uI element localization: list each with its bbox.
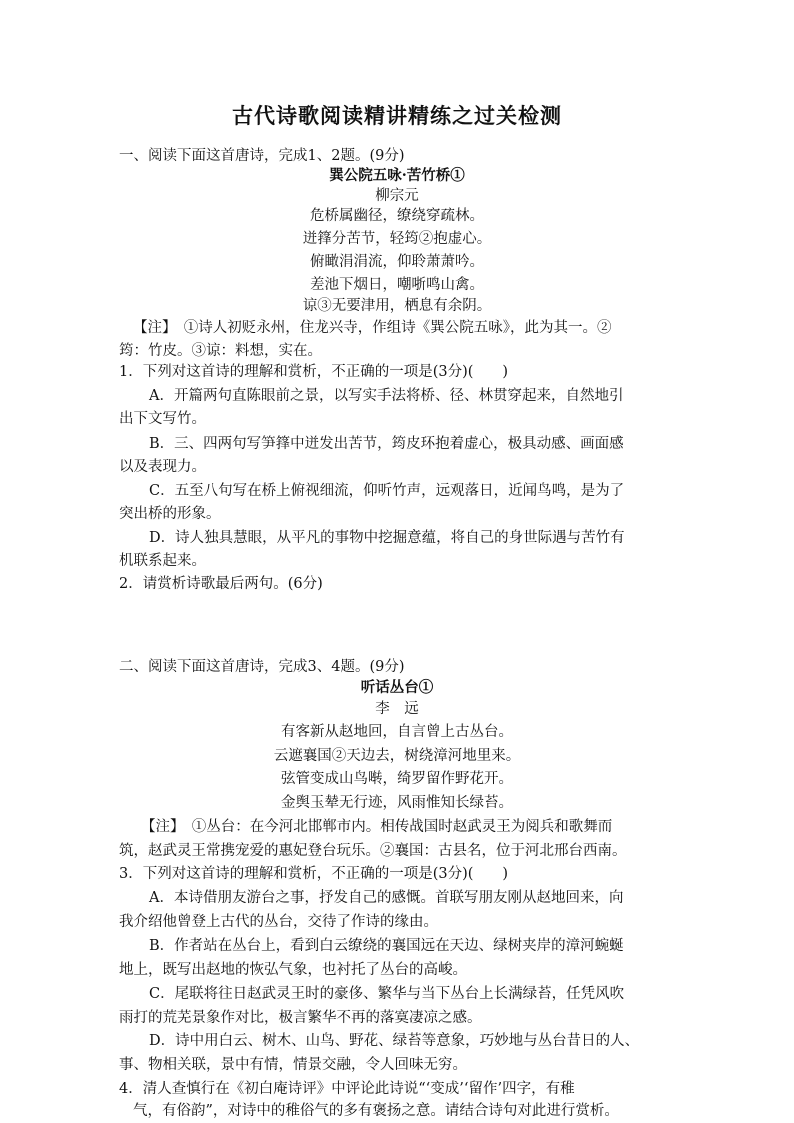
section1-poem-line: 危桥属幽径，缭绕穿疏林。	[310, 208, 484, 224]
section2-heading: 二、阅读下面这首唐诗，完成3、4题。(9分)	[119, 659, 405, 675]
question-3-option-a: A．本诗借朋友游台之事，抒发自己的感慨。首联写朋友刚从赵地回来，向	[149, 890, 624, 906]
question-1-option-a-cont: 出下文写竹。	[119, 411, 206, 427]
section1-poem-line: 迸箨分苦节，轻筠②抱虚心。	[302, 231, 492, 247]
question-4-cont: 气，有俗韵”，对诗中的稚俗气的多有褒扬之意。请结合诗句对此进行赏析。	[133, 1103, 619, 1119]
question-1-option-c: C．五至八句写在桥上俯视细流，仰听竹声，远观落日，近闻鸟鸣，是为了	[149, 483, 625, 499]
section1-heading: 一、阅读下面这首唐诗，完成1、2题。(9分)	[119, 148, 405, 164]
question-1-option-b: B．三、四两句写笋箨中迸发出苦节，筠皮环抱着虚心，极具动感、画面感	[149, 436, 624, 452]
section2-author: 李 远	[375, 701, 419, 717]
question-3-option-a-cont: 我介绍他曾登上古代的丛台，交待了作诗的缘由。	[119, 914, 438, 930]
question-1: 1．下列对这首诗的理解和赏析，不正确的一项是(3分)( )	[119, 364, 509, 380]
section1-note: 【注】 ①诗人初贬永州，住龙兴寺，作组诗《巽公院五咏》，此为其一。②	[133, 320, 612, 336]
question-3-option-c-cont: 雨打的荒芜景象作对比，极言繁华不再的落寞凄凉之感。	[119, 1010, 482, 1026]
section2-note: 【注】 ①丛台：在今河北邯郸市内。相传战国时赵武灵王为阅兵和歌舞而	[141, 819, 613, 835]
question-3-option-c: C．尾联将往日赵武灵王时的豪侈、繁华与当下丛台上长满绿苔，任凭风吹	[149, 986, 625, 1002]
question-1-option-b-cont: 以及表现力。	[119, 459, 206, 475]
question-1-option-d-cont: 机联系起来。	[119, 553, 206, 569]
section1-note-cont: 筠：竹皮。③谅：料想，实在。	[119, 343, 322, 359]
section1-poem-line: 俯瞰涓涓流，仰聆萧萧吟。	[310, 254, 484, 270]
section2-poem-line: 有客新从赵地回，自言曾上古丛台。	[281, 724, 513, 740]
question-3-option-b: B．作者站在丛台上，看到白云缭绕的襄国远在天边、绿树夹岸的漳河蜿蜒	[149, 938, 624, 954]
section2-poem-line: 弦管变成山鸟啭，绮罗留作野花开。	[281, 771, 513, 787]
section2-poem-line: 金舆玉辇无行迹，风雨惟知长绿苔。	[281, 795, 513, 811]
question-1-option-c-cont: 突出桥的形象。	[119, 506, 221, 522]
section1-poem-title: 巽公院五咏·苦竹桥①	[329, 167, 465, 184]
question-1-option-a: A．开篇两句直陈眼前之景，以写实手法将桥、径、林贯穿起来，自然地引	[149, 388, 624, 404]
question-3-option-d-cont: 事、物相关联，景中有情，情景交融，令人回味无穷。	[119, 1057, 467, 1073]
section1-author: 柳宗元	[375, 188, 419, 204]
section1-poem-line: 谅③无要津用，栖息有余阴。	[302, 298, 492, 314]
question-4: 4．清人查慎行在《初白庵诗评》中评论此诗说“‘变成’‘留作’四字，有稚	[119, 1081, 575, 1097]
question-3: 3．下列对这首诗的理解和赏析，不正确的一项是(3分)( )	[119, 866, 509, 882]
question-3-option-b-cont: 地上，既写出赵地的恢弘气象，也衬托了丛台的高峻。	[119, 962, 467, 978]
question-3-option-d: D．诗中用白云、树木、山鸟、野花、绿苔等意象，巧妙地与丛台昔日的人、	[149, 1033, 640, 1049]
section1-poem-line: 差池下烟日，嘲哳鸣山禽。	[310, 277, 484, 293]
section2-note-cont: 筑，赵武灵王常携宠爱的惠妃登台玩乐。②襄国：古县名，位于河北邢台西南。	[119, 843, 627, 859]
question-2: 2．请赏析诗歌最后两句。(6分)	[119, 576, 323, 592]
page-title: 古代诗歌阅读精讲精练之过关检测	[232, 103, 562, 128]
section2-poem-title: 听话丛台①	[360, 679, 434, 696]
question-1-option-d: D．诗人独具慧眼，从平凡的事物中挖掘意蕴，将自己的身世际遇与苦竹有	[149, 530, 625, 546]
section2-poem-line: 云遮襄国②天边去，树绕漳河地里来。	[273, 748, 521, 764]
